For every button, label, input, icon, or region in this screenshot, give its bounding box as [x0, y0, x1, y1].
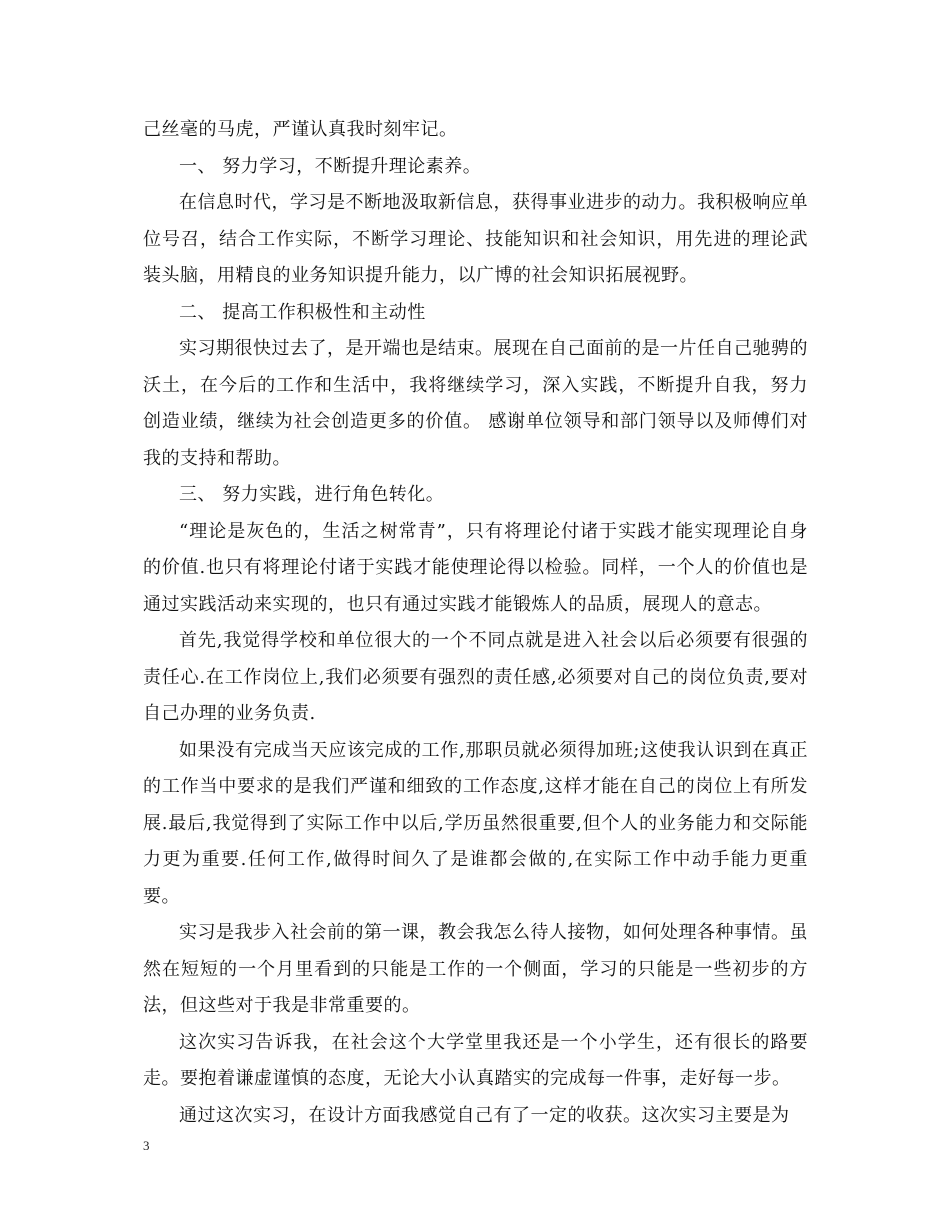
- paragraph-8: 这次实习告诉我，在社会这个大学堂里我还是一个小学生，还有很长的路要走。要抱着谦虚谨慎的态度，无论大小认真踏实的完成每一件事，走好每一步。: [143, 1031, 808, 1089]
- paragraph-7: 实习是我步入社会前的第一课，教会我怎么待人接物，如何处理各种事情。虽然在短短的一个月里看到的只能是工作的一个侧面，学习的只能是一些初步的方法，但这些对于我是非常重要的。: [143, 922, 808, 1016]
- document-body: [143, 112, 808, 1134]
- paragraph-1: 己丝毫的马虎，严谨认真我时刻牢记。: [143, 119, 458, 140]
- paragraph-2: 在信息时代，学习是不断地汲取新信息，获得事业进步的动力。我积极响应单位号召，结合工作实际，不断学习理论、技能知识和社会知识，用先进的理论武装头脑，用精良的业务知识提升能力，以广博的社会知识拓展视野。: [143, 192, 808, 286]
- paragraph-3: 实习期很快过去了，是开端也是结束。展现在自己面前的是一片任自己驰骋的沃土，在今后的工作和生活中，我将继续学习，深入实践，不断提升自我，努力创造业绩，继续为社会创造更多的价值。 感谢单位领导和部门领导以及师傅们对我的支持和帮助。: [143, 338, 808, 469]
- page-number: 3: [143, 1138, 150, 1153]
- paragraph-4: “理论是灰色的，生活之树常青”，只有将理论付诸于实践才能实现理论自身的价值.也只有将理论付诸于实践才能使理论得以检验。同样，一个人的价值也是通过实践活动来实现的，也只有通过实践才能锻炼人的品质，展现人的意志。: [143, 520, 808, 615]
- section-heading-2: 二、 提高工作积极性和主动性: [179, 301, 426, 323]
- section-heading-3: 三、 努力实践，进行角色转化。: [179, 484, 445, 505]
- paragraph-5: 首先,我觉得学校和单位很大的一个不同点就是进入社会以后必须要有很强的责任心.在工作岗位上,我们必须要有强烈的责任感,必须要对自己的岗位负责,要对自己办理的业务负责.: [143, 630, 808, 724]
- section-heading-1: 一、 努力学习，不断提升理论素养。: [179, 155, 482, 177]
- paragraph-9: 通过这次实习，在设计方面我感觉自己有了一定的收获。这次实习主要是为: [179, 1104, 790, 1126]
- paragraph-6: 如果没有完成当天应该完成的工作,那职员就必须得加班;这使我认识到在真正的工作当中要求的是我们严谨和细致的工作态度,这样才能在自己的岗位上有所发展.最后,我觉得到了实际工作中以后,学历虽然很重要,但个人的业务能力和交际能力更为重要.任何工作,做得时间久了是谁都会做的,在实际工作中动手能力更重要。: [143, 739, 808, 907]
